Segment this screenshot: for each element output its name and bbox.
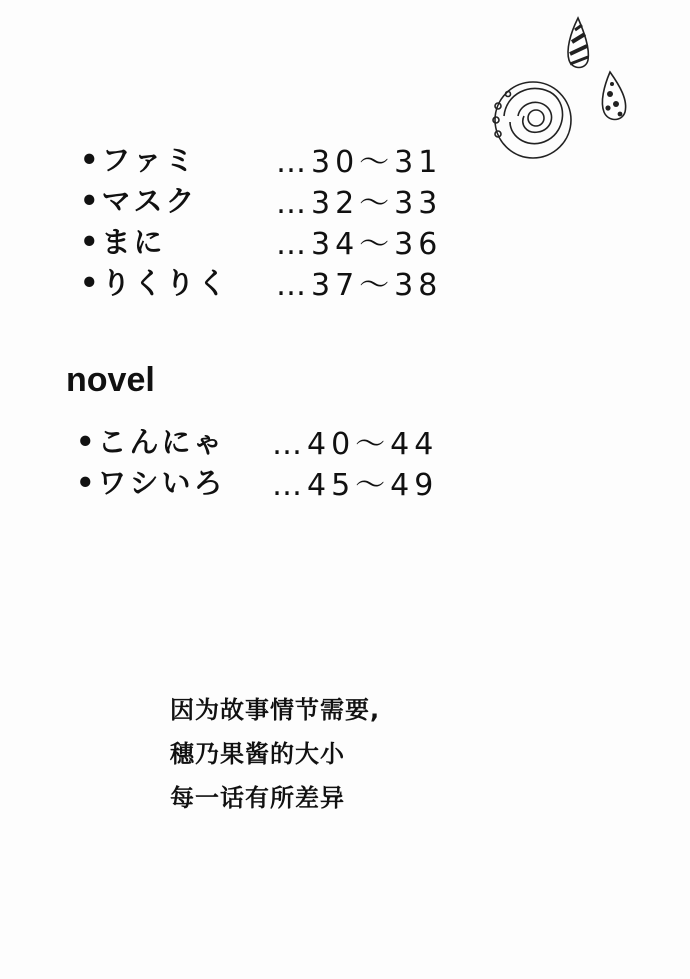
novel-item: [76, 420, 516, 461]
contents-item: [80, 179, 520, 220]
contents-item: [80, 261, 520, 302]
contents-pages: …30〜31: [276, 144, 443, 180]
novel-title: •ワシいろ: [76, 466, 226, 500]
note-line: 穗乃果酱的大小: [170, 740, 345, 768]
contents-title: •りくりく: [80, 266, 230, 300]
contents-item: [80, 138, 520, 179]
contents-pages: …34〜36: [276, 226, 443, 262]
contents-pages: …32〜33: [276, 185, 443, 221]
contents-title: •ファミ: [80, 143, 197, 177]
contents-item: [80, 220, 520, 261]
novel-pages: …40〜44: [272, 426, 439, 462]
note-line: 因为故事情节需要,: [170, 696, 381, 724]
contents-pages: …37〜38: [276, 267, 443, 303]
contents-title: •まに: [80, 225, 166, 259]
contents-title: •マスク: [80, 184, 198, 218]
contents-list: [80, 138, 520, 302]
translator-note: [170, 690, 490, 822]
novel-heading: novel: [66, 361, 155, 399]
novel-title: •こんにゃ: [76, 425, 225, 459]
dotted-raindrop-icon: [602, 72, 625, 120]
striped-raindrop-icon: [568, 18, 588, 68]
novel-item: [76, 461, 516, 502]
novel-pages: …45〜49: [272, 467, 439, 503]
note-line: 每一话有所差异: [170, 784, 345, 812]
novel-list: [76, 420, 516, 502]
